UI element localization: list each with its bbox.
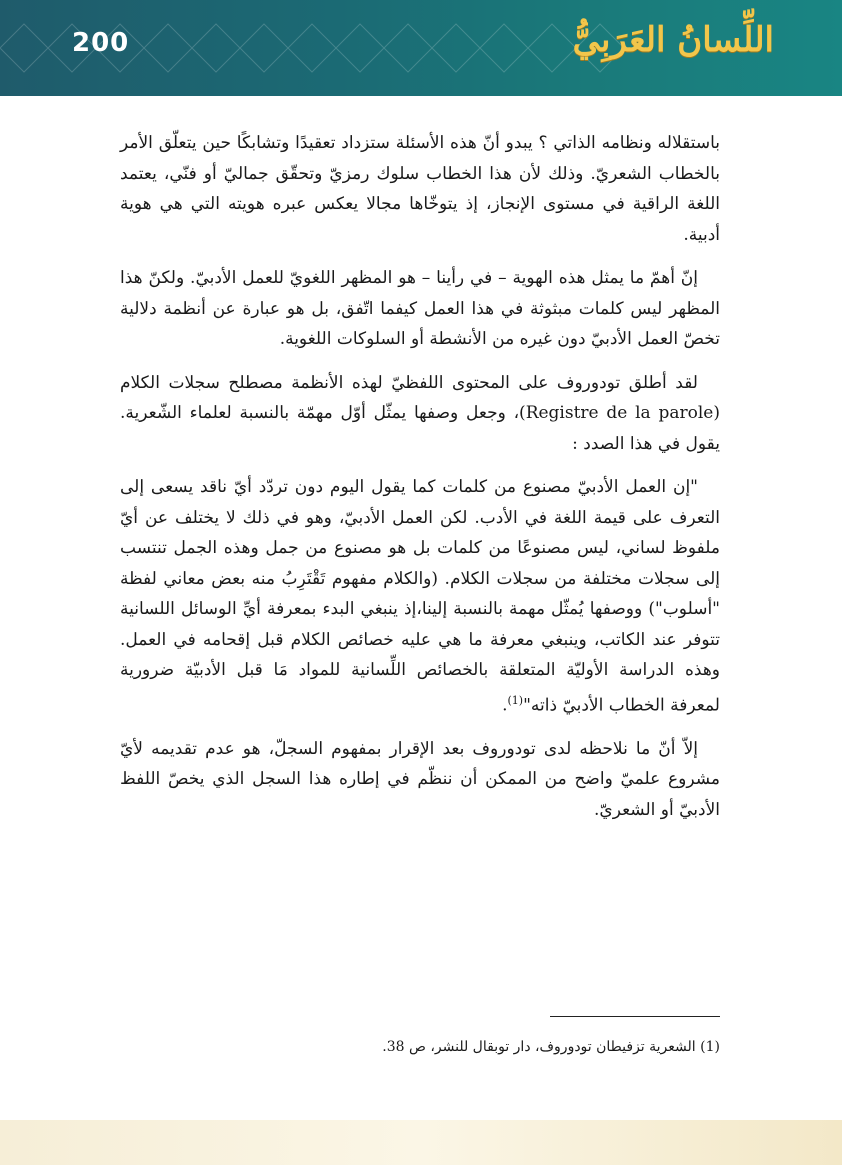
quotation-period: . (502, 695, 508, 716)
page-footer-band (0, 1120, 842, 1165)
paragraph-5: إلاّ أنّ ما نلاحظه لدى تودوروف بعد الإقرار بمفهوم السجلّ، هو عدم تقديمه لأيّ مشروع علميّ واضح من الممكن أن ننظّم في إطاره هذا السجل الذي يخصّ اللفظ الأدبيّ أو الشعريّ. (120, 738, 720, 820)
page-number: 200 (72, 28, 130, 58)
article-body (120, 128, 720, 838)
page-header (0, 0, 842, 96)
footnote: (1) الشعرية تزفيطان تودوروف، دار توبقال للنشر، ص 38. (382, 1039, 720, 1055)
paragraph-2: إنّ أهمّ ما يمثل هذه الهوية – في رأينا – هو المظهر اللغويّ للعمل الأدبيّ. ولكنّ هذا المظهر ليس كلمات مبثوثة في هذا العمل كيفما اتّفق، بل هو عبارة عن أنظمة دلالية تخصّ العمل الأدبيّ دون غيره من الأنشطة أو السلوكات اللغوية. (120, 268, 720, 349)
footnote-divider (550, 1016, 720, 1017)
logo-text: اللِّسانُ العَرَبِيُّ (572, 20, 774, 60)
quotation-paragraph (120, 472, 720, 721)
footnote-reference: (1) (507, 693, 524, 707)
paragraph-3: لقد أطلق تودوروف على المحتوى اللفظيّ لهذه الأنظمة مصطلح سجلات الكلام (Registre de la parole)، وجعل وصفها يمثّل أوّل مهمّة بالنسبة لعلماء الشّعرية. يقول في هذا الصدد : (120, 372, 720, 454)
journal-logo (572, 20, 774, 76)
quotation-text: "إن العمل الأدبيّ مصنوع من كلمات كما يقول اليوم دون تردّد أيّ ناقد يسعى إلى التعرف على قيمة اللغة في الأدب. لكن العمل الأدبيّ، وهو في ذلك لا يختلف عن أيّ ملفوظ لساني، ليس مصنوعًا من كلمات بل هو مصنوع من جمل وهذه الجمل تنتسب إلى سجلات مختلفة من سجلات الكلام. (والكلام مفهوم تَقْتَرِبُ منه بعض معاني لفظة "أسلوب") ووصفها يُمثّل مهمة بالنسبة إلينا،إذ ينبغي البدء بمعرفة أيِّ الوسائل اللسانية تتوفر عند الكاتب، وينبغي معرفة ما هي عليه خصائص الكلام قبل إقحامه في العمل. وهذه الدراسة الأوليّة المتعلقة بالخصائص اللِّسانية للمواد مَا قبل الأدبيّة ضرورية لمعرفة الخطاب الأدبيّ ذاته" (120, 477, 720, 716)
paragraph-1: باستقلاله ونظامه الذاتي ؟ يبدو أنّ هذه الأسئلة ستزداد تعقيدًا وتشابكًا حين يتعلّق الأمر بالخطاب الشعريّ. وذلك لأن هذا الخطاب سلوك رمزيّ وتحقّق جماليّ أو فنّي، يعتمد اللغة الراقية في مستوى الإنجاز، إذ يتوخّاها مجالا يعكس عبره هويته التي هي هوية أدبية. (120, 133, 720, 245)
